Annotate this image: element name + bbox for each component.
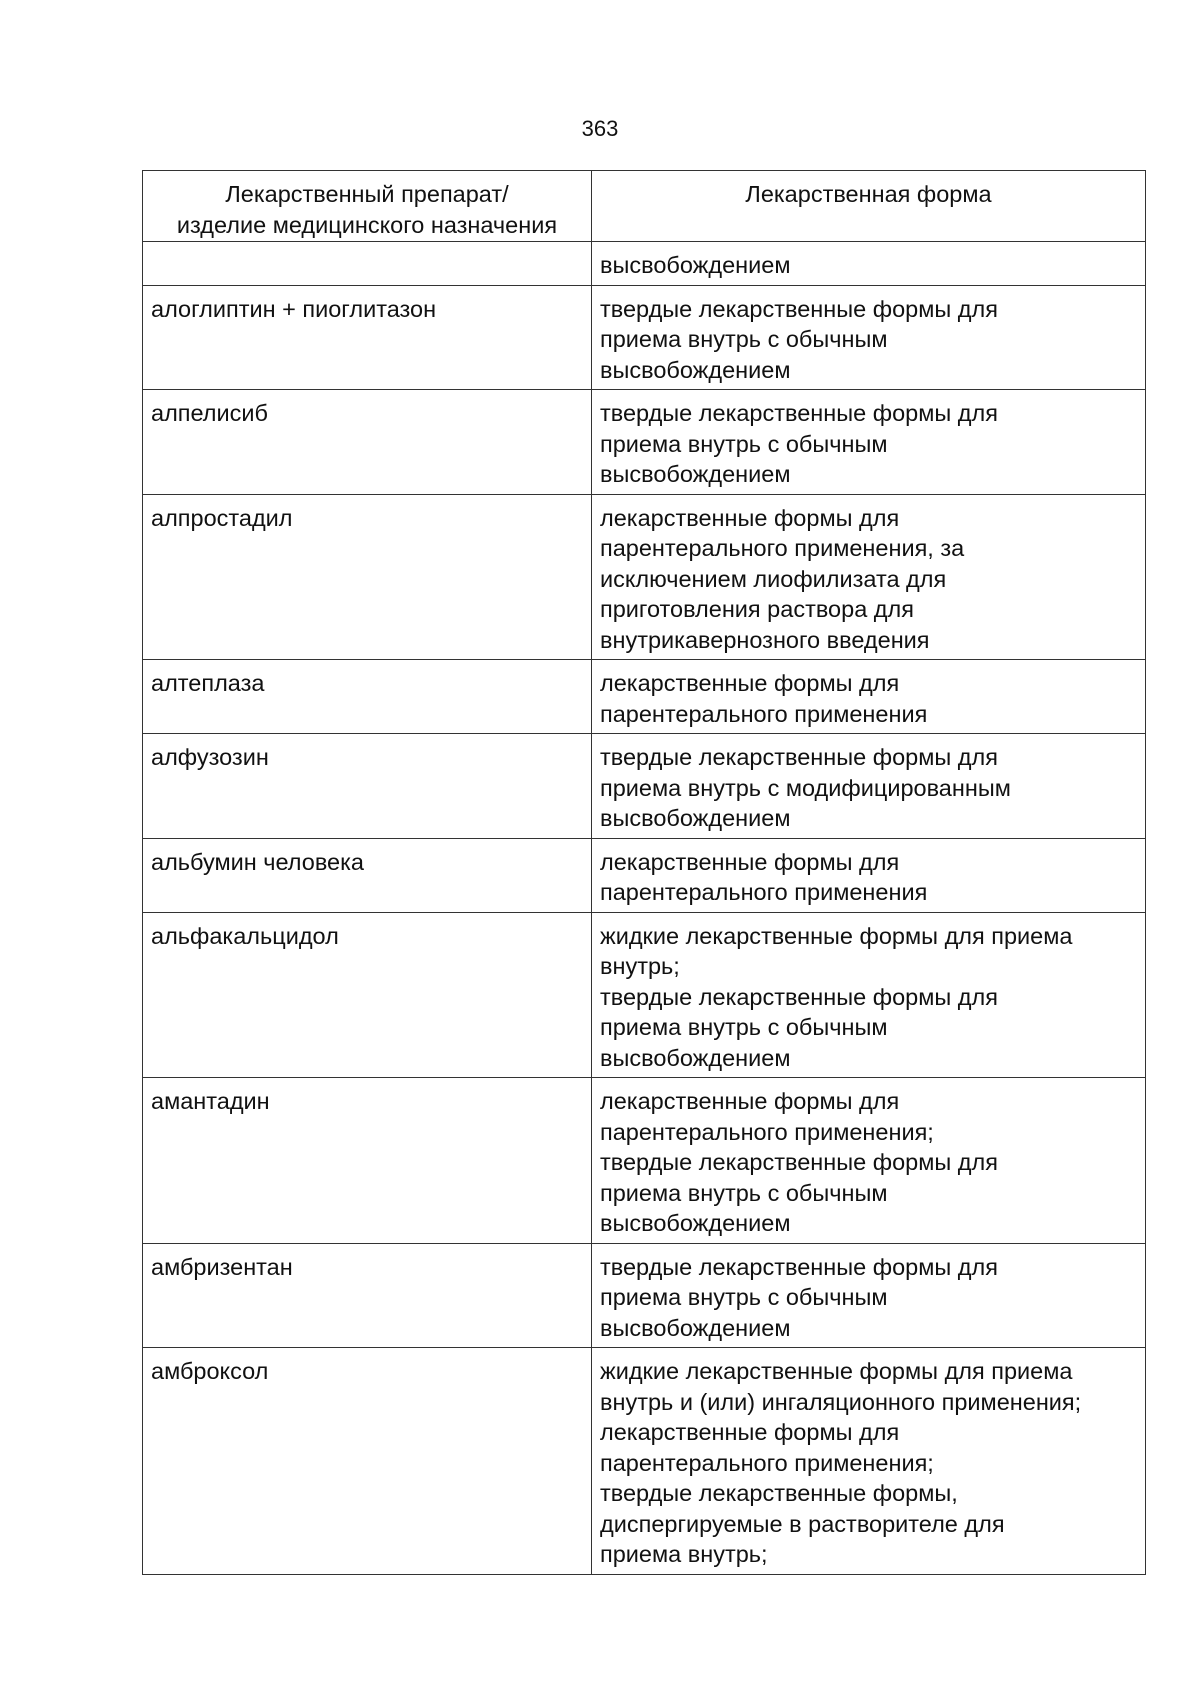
drug-name-cell — [143, 734, 592, 839]
drug-name-cell — [143, 1243, 592, 1348]
dosage-form-line: парентерального применения; — [600, 1118, 934, 1145]
dosage-form-line: приема внутрь с обычным — [600, 1179, 888, 1206]
dosage-form-line: парентерального применения — [600, 879, 928, 905]
dosage-form-line: жидкие лекарственные формы для приема — [600, 1358, 1073, 1384]
drug-name-cell — [143, 390, 592, 495]
table-row — [143, 1243, 1146, 1348]
drug-name: алтеплаза — [151, 670, 265, 696]
dosage-form-cell — [592, 242, 1146, 286]
dosage-form-cell — [592, 1348, 1146, 1575]
table-header — [143, 171, 1146, 242]
dosage-form-line: лекарственные формы для — [600, 848, 900, 875]
dosage-form-line: внутрикавернозного введения — [600, 626, 930, 653]
dosage-form-cell — [592, 390, 1146, 495]
dosage-form-line: приема внутрь с обычным — [600, 326, 888, 352]
dosage-form-line: твердые лекарственные формы, — [600, 1480, 958, 1506]
drug-name-cell — [143, 285, 592, 390]
dosage-form-line: высвобождением — [600, 252, 791, 278]
dosage-form-line: парентерального применения, за — [600, 535, 965, 561]
dosage-form-line: приема внутрь с обычным — [600, 1284, 888, 1310]
header-row — [143, 171, 1146, 242]
dosage-form-line: приема внутрь с обычным — [600, 430, 888, 457]
table-row — [143, 285, 1146, 390]
dosage-form-line: твердые лекарственные формы для — [600, 1149, 998, 1175]
page-number: 363 — [581, 116, 619, 141]
drug-name: алфузозин — [151, 744, 269, 770]
dosage-form-line: парентерального применения; — [600, 1449, 934, 1476]
dosage-form-cell — [592, 912, 1146, 1078]
table-row — [143, 1348, 1146, 1575]
dosage-form-line: высвобождением — [600, 1044, 791, 1071]
dosage-form-line: приема внутрь с обычным — [600, 1014, 888, 1040]
dosage-form-cell — [592, 494, 1146, 660]
dosage-form-cell — [592, 734, 1146, 839]
header-drug — [143, 171, 592, 242]
dosage-form-line: лекарственные формы для — [600, 1088, 900, 1114]
table-row — [143, 390, 1146, 495]
dosage-form-line: приема внутрь с модифицированным — [600, 774, 1011, 801]
dosage-form-line: высвобождением — [600, 1210, 791, 1236]
drug-name: амантадин — [151, 1088, 270, 1114]
dosage-form-line: жидкие лекарственные формы для приема — [600, 922, 1073, 949]
table-row — [143, 912, 1146, 1078]
dosage-form-line: парентерального применения — [600, 700, 928, 727]
dosage-form-line: твердые лекарственные формы для — [600, 1253, 998, 1280]
drug-name-cell — [143, 1078, 592, 1244]
table-row — [143, 734, 1146, 839]
header-form — [592, 171, 1146, 242]
dosage-form-cell — [592, 838, 1146, 912]
drug-name: альфакальцидол — [151, 922, 339, 949]
table-body — [143, 242, 1146, 1575]
dosage-form-line: твердые лекарственные формы для — [600, 983, 998, 1010]
dosage-form-cell — [592, 285, 1146, 390]
dosage-form-line: твердые лекарственные формы для — [600, 295, 998, 322]
dosage-form-line: внутрь и (или) ингаляционного применения; — [600, 1388, 1082, 1415]
header-form-line: Лекарственная форма — [745, 181, 992, 207]
drug-name-cell — [143, 660, 592, 734]
drug-name-cell — [143, 242, 592, 286]
dosage-form-line: твердые лекарственные формы для — [600, 744, 998, 770]
header-drug-line: Лекарственный препарат/ — [225, 181, 509, 207]
dosage-form-line: твердые лекарственные формы для — [600, 400, 998, 426]
dosage-form-line: лекарственные формы для — [600, 670, 900, 696]
dosage-form-line: высвобождением — [600, 356, 791, 383]
dosage-form-line: высвобождением — [600, 1314, 791, 1341]
drug-name: алоглиптин + пиоглитазон — [151, 295, 437, 322]
table-row — [143, 1078, 1146, 1244]
dosage-form-line: диспергируемые в растворителе для — [600, 1510, 1005, 1537]
header-drug-line: изделие медицинского назначения — [176, 211, 558, 238]
dosage-form-line: лекарственные формы для — [600, 1419, 900, 1445]
dosage-form-line: лекарственные формы для — [600, 504, 900, 531]
dosage-form-line: внутрь; — [600, 953, 680, 979]
drug-name: альбумин человека — [151, 848, 364, 875]
drug-name: алпелисиб — [151, 400, 268, 426]
table-row — [143, 494, 1146, 660]
dosage-form-line: высвобождением — [600, 461, 791, 487]
table-row — [143, 838, 1146, 912]
table-row — [143, 660, 1146, 734]
drug-form-table — [142, 170, 1146, 1575]
dosage-form-line: приготовления раствора для — [600, 596, 914, 622]
drug-name: амброксол — [151, 1358, 269, 1384]
table-row — [143, 242, 1146, 286]
dosage-form-line: приема внутрь; — [600, 1541, 768, 1567]
drug-name-cell — [143, 494, 592, 660]
drug-name-cell — [143, 912, 592, 1078]
dosage-form-cell — [592, 1243, 1146, 1348]
dosage-form-cell — [592, 660, 1146, 734]
dosage-form-cell — [592, 1078, 1146, 1244]
drug-name: амбризентан — [151, 1253, 293, 1280]
drug-name-cell — [143, 1348, 592, 1575]
drug-name: алпростадил — [151, 504, 293, 531]
dosage-form-line: высвобождением — [600, 805, 791, 831]
drug-name-cell — [143, 838, 592, 912]
dosage-form-line: исключением лиофилизата для — [600, 565, 947, 592]
